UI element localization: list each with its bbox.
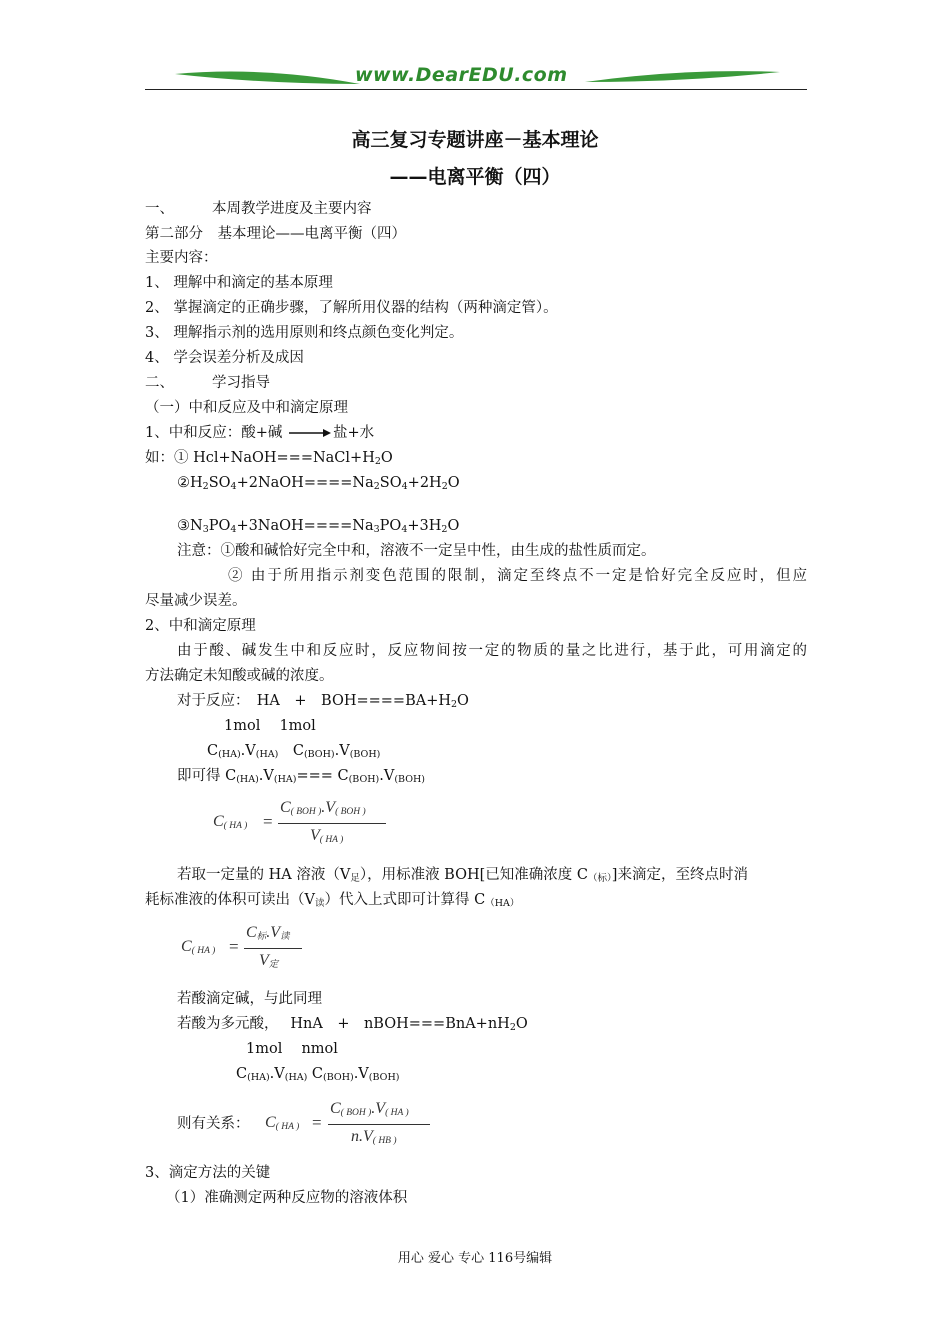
paragraph-text: 由于酸、碱发生中和反应时，反应物间按一定的物质的量之比进行，基于此，可用滴定的 [177, 643, 807, 659]
concentration-line: $C_{(HA)}.V_{(HA)}$ $C_{(BOH)}.V_{(BOH)}$ [236, 1066, 400, 1083]
page-header [145, 62, 807, 92]
fraction-bar [278, 823, 386, 824]
note-2-cont: 尽量减少误差。 [145, 593, 247, 609]
section-number: 二、 [145, 375, 174, 391]
result-line: 即可得 $C_{(HA)}.V_{(HA)}=== C_{(BOH)}.V_{(BOH)}$ [177, 768, 425, 785]
page-subtitle: ——电离平衡（四） [389, 166, 561, 188]
part-line: 第二部分 基本理论——电离平衡（四） [145, 226, 406, 242]
paragraph-heading: 2、中和滴定原理 [145, 618, 256, 634]
equation-3: $③N_3PO_4+3NaOH====Na_3PO_4+3H_2O$ [177, 518, 460, 535]
neutralization-definition: 1、中和反应：酸+碱 盐+水 [145, 425, 375, 441]
main-content-label: 主要内容： [145, 250, 218, 266]
equation-2: $②H_2SO_4+2NaOH====Na_2SO_4+2H_2O$ [177, 475, 460, 492]
fraction-bar [244, 948, 302, 949]
paragraph-text: 方法确定未知酸或碱的浓度。 [145, 668, 334, 684]
subsection-heading: （一）中和反应及中和滴定原理 [145, 400, 348, 416]
list-item: 3、 理解指示剂的选用原则和终点颜色变化判定。 [145, 325, 464, 341]
concentration-line: $C_{(HA)}.V_{(HA)}$ $C_{(BOH)}.V_{(BOH)}$ [207, 743, 381, 760]
reaction-line: 对于反应： HA + $BOH====BA+H_2O$ [177, 693, 469, 710]
paragraph-heading: 3、滴定方法的关键 [145, 1165, 271, 1181]
reaction-line: 若酸为多元酸， HnA + $nBOH===BnA+nH_2O$ [177, 1016, 528, 1033]
equation-1: 如：① $Hcl+NaOH===NaCl+H_2O$ [145, 450, 393, 467]
list-item: 4、 学会误差分析及成因 [145, 350, 304, 366]
paragraph-text: 耗标准液的体积可读出$(V_读)$代入上式即可计算得 $C_{(HA)}$ [145, 892, 520, 909]
note-2: ② 由于所用指示剂变色范围的限制，滴定至终点不一定是恰好完全反应时，但应 [228, 568, 807, 584]
arrow-icon [287, 427, 333, 439]
site-logo[interactable]: www.DearEDU.com [355, 64, 568, 86]
page-footer: 用心 爱心 专心 116号编辑 [397, 1251, 553, 1266]
mole-line: 1mol 1mol [224, 718, 316, 734]
mole-line: 1mol nmol [246, 1041, 338, 1057]
list-item: 1、 理解中和滴定的基本原理 [145, 275, 333, 291]
fraction-bar [328, 1124, 430, 1125]
paragraph-text: 若取一定量的 HA 溶液$(V_足)$，用标准液 BOH[已知准确浓度 $C_{(标)}$]来滴定，至终点时消 [177, 867, 748, 884]
list-item: （1）准确测定两种反应物的溶液体积 [166, 1190, 408, 1206]
list-item: 2、 掌握滴定的正确步骤，了解所用仪器的结构（两种滴定管）。 [145, 300, 558, 316]
paragraph-text: 若酸滴定碱，与此同理 [177, 991, 322, 1007]
page-title: 高三复习专题讲座－基本理论 [351, 129, 599, 151]
header-rule [145, 89, 807, 90]
note-1: 注意：①酸和碱恰好完全中和，溶液不一定呈中性，由生成的盐性质而定。 [177, 543, 656, 559]
section-heading: 本周教学进度及主要内容 [212, 201, 372, 217]
section-heading: 学习指导 [212, 375, 270, 391]
section-number: 一、 [145, 201, 174, 217]
